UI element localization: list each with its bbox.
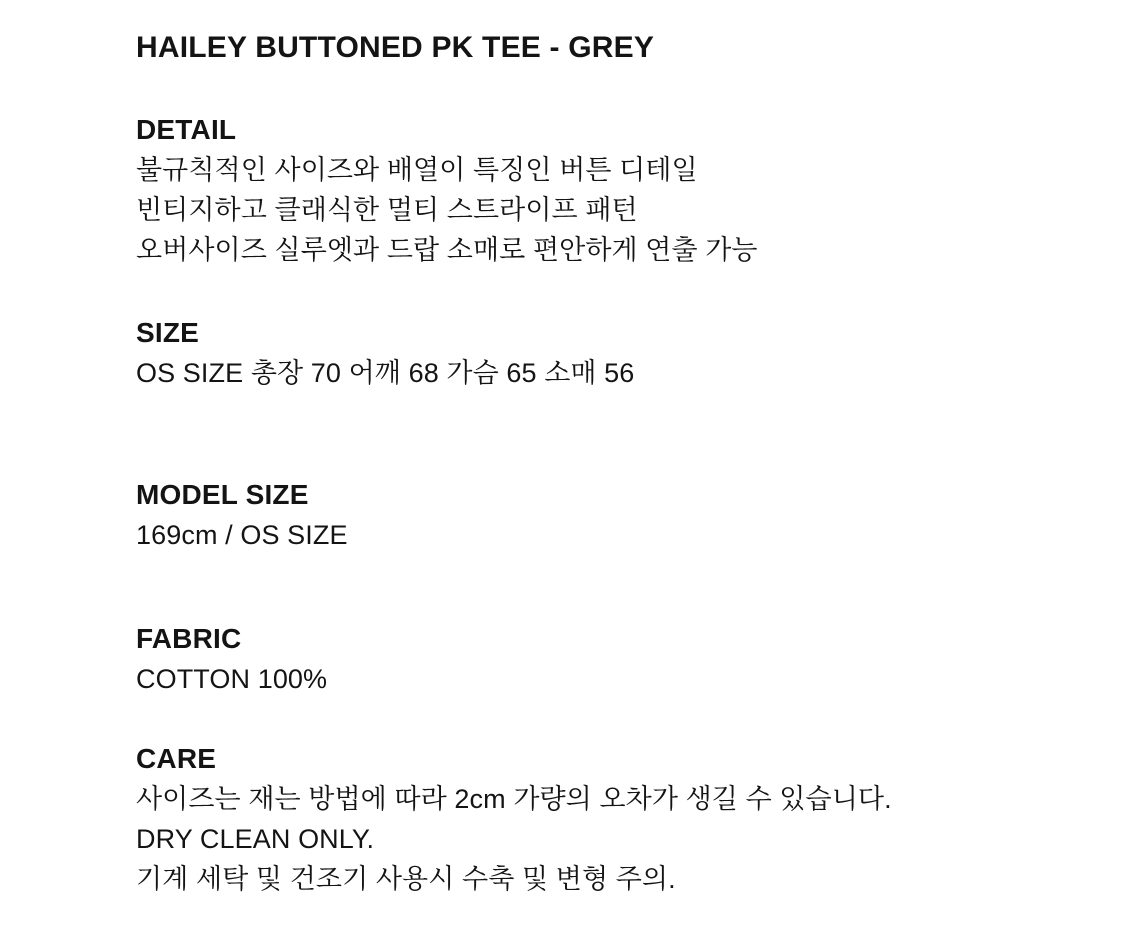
- section-line: 기계 세탁 및 건조기 사용시 수축 및 변형 주의.: [136, 864, 676, 894]
- section-line: OS SIZE 총장 70 어깨 68 가슴 65 소매 56: [136, 358, 635, 388]
- section-line: 빈티지하고 클래식한 멀티 스트라이프 패턴: [136, 195, 638, 225]
- info-section-size: [136, 313, 1065, 393]
- section-heading: SIZE: [136, 317, 200, 348]
- section-heading: CARE: [136, 743, 217, 774]
- info-section-detail: [136, 110, 1065, 270]
- section-heading: DETAIL: [136, 114, 237, 145]
- info-section-model-size: [136, 475, 1065, 555]
- section-line: 오버사이즈 실루엣과 드랍 소매로 편안하게 연출 가능: [136, 235, 758, 265]
- section-line: 169cm / OS SIZE: [136, 520, 348, 550]
- info-section-fabric: [136, 619, 1065, 699]
- section-line: 사이즈는 재는 방법에 따라 2cm 가량의 오차가 생길 수 있습니다.: [136, 784, 892, 814]
- section-heading: MODEL SIZE: [136, 479, 309, 510]
- product-title: HAILEY BUTTONED PK TEE - GREY: [136, 31, 655, 64]
- section-heading: FABRIC: [136, 623, 242, 654]
- info-section-care: [136, 739, 1065, 899]
- section-line: COTTON 100%: [136, 664, 328, 694]
- section-line: DRY CLEAN ONLY.: [136, 824, 375, 854]
- section-line: 불규칙적인 사이즈와 배열이 특징인 버튼 디테일: [136, 155, 698, 185]
- info-sections: [136, 110, 1065, 899]
